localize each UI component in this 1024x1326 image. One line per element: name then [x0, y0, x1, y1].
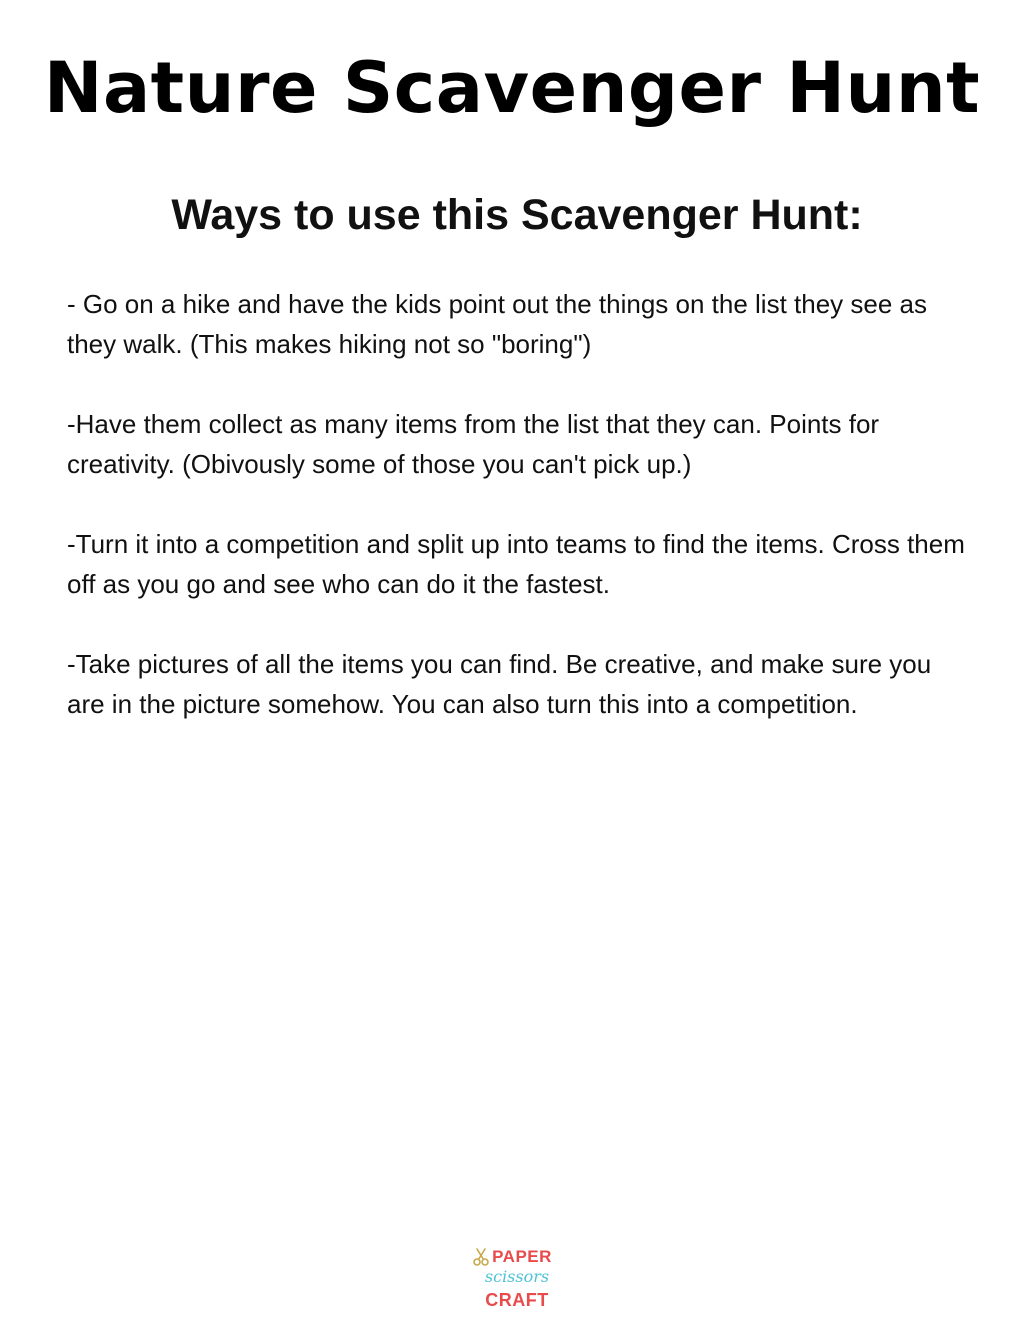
logo-word-scissors: scissors: [484, 1267, 550, 1286]
list-item: -Have them collect as many items from the list that they can. Points for creativity. (Obivously some of those you can't pick up.): [67, 409, 880, 479]
page-title: Nature Scavenger Hunt: [43, 47, 981, 129]
section-subtitle: Ways to use this Scavenger Hunt:: [171, 191, 863, 239]
ways-list: [67, 284, 972, 724]
brand-logo: [470, 1246, 564, 1316]
logo-word-craft: CRAFT: [485, 1290, 549, 1310]
list-item: - Go on a hike and have the kids point out the things on the list they see as they walk. (This makes hiking not so "boring"): [67, 289, 927, 359]
list-item: -Take pictures of all the items you can find. Be creative, and make sure you are in the picture somehow. You can also turn this into a competition.: [67, 649, 932, 719]
logo-word-paper: PAPER: [492, 1247, 552, 1266]
list-item: -Turn it into a competition and split up into teams to find the items. Cross them off as you go and see who can do it the fastest.: [67, 529, 965, 599]
